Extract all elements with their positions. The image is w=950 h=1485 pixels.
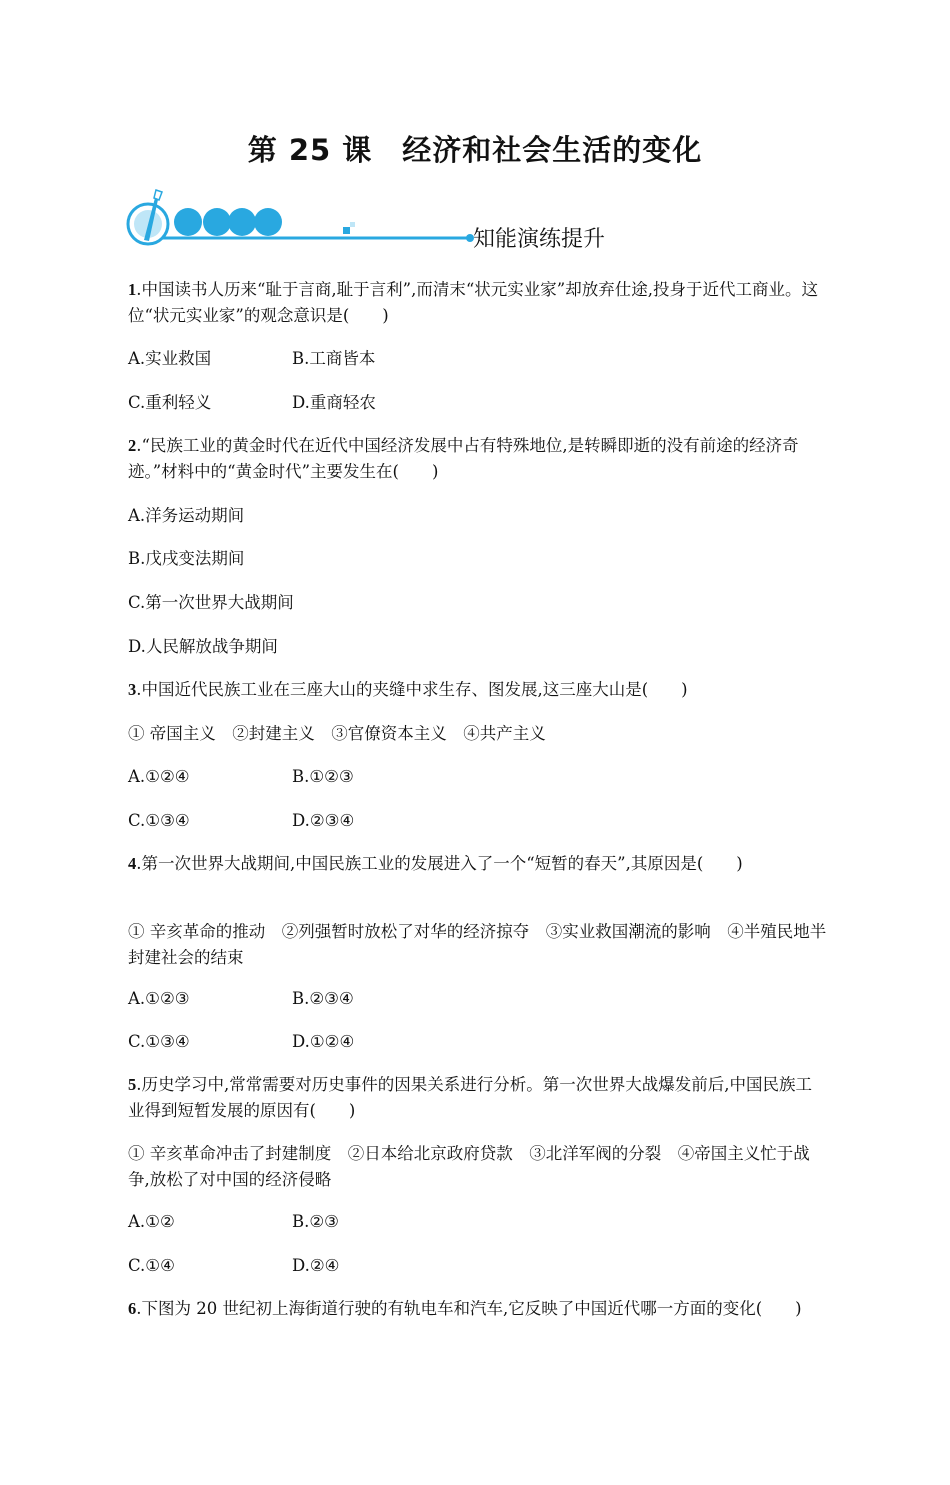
question-text: .中国读书人历来“耻于言商,耻于言利”,而清末“状元实业家”却放弃仕途,投身于近代工商业。这位“状元实业家”的观念意识是( ) bbox=[128, 280, 818, 325]
question-number: 4 bbox=[128, 854, 137, 873]
option-d: D.①②④ bbox=[292, 1032, 355, 1051]
question-text: .下图为 20 世纪初上海街道行驶的有轨电车和汽车,它反映了中国近代哪一方面的变化( ) bbox=[136, 1299, 802, 1318]
option-a: A.洋务运动期间 bbox=[128, 506, 245, 525]
question-4 bbox=[128, 851, 828, 877]
question-1 bbox=[128, 277, 828, 329]
question-3 bbox=[128, 677, 828, 703]
option-a: A.①② bbox=[128, 1212, 175, 1231]
question-number: 3 bbox=[128, 680, 137, 699]
question-5 bbox=[128, 1072, 828, 1124]
option-d: D.②④ bbox=[292, 1256, 340, 1275]
option-b: B.②③④ bbox=[292, 989, 354, 1008]
question-2 bbox=[128, 433, 828, 485]
question-text: .第一次世界大战期间,中国民族工业的发展进入了一个“短暂的春天”,其原因是( ) bbox=[136, 854, 743, 873]
question-number: 6 bbox=[128, 1299, 137, 1318]
question-items: ① 辛亥革命的推动 ②列强暂时放松了对华的经济掠夺 ③实业救国潮流的影响 ④半殖民地半封建社会的结束 bbox=[128, 922, 827, 967]
question-text: .“民族工业的黄金时代在近代中国经济发展中占有特殊地位,是转瞬即逝的没有前途的经济奇迹。”材料中的“黄金时代”主要发生在( ) bbox=[128, 436, 799, 481]
question-items: ① 辛亥革命冲击了封建制度 ②日本给北京政府贷款 ③北洋军阀的分裂 ④帝国主义忙于战争,放松了对中国的经济侵略 bbox=[128, 1144, 810, 1189]
option-c: C.①④ bbox=[128, 1256, 175, 1275]
question-items: ① 帝国主义 ②封建主义 ③官僚资本主义 ④共产主义 bbox=[128, 724, 546, 743]
option-a: A.①②④ bbox=[128, 767, 190, 786]
section-label: 知能演练提升 bbox=[473, 227, 606, 252]
question-text: .历史学习中,常常需要对历史事件的因果关系进行分析。第一次世界大战爆发前后,中国民族工业得到短暂发展的原因有( ) bbox=[128, 1075, 812, 1120]
option-c: C.①③④ bbox=[128, 1032, 190, 1051]
option-b: B.②③ bbox=[292, 1212, 339, 1231]
option-a: A.实业救国 bbox=[128, 349, 212, 368]
option-a: A.①②③ bbox=[128, 989, 190, 1008]
question-number: 1 bbox=[128, 280, 137, 299]
option-d: D.②③④ bbox=[292, 811, 355, 830]
question-number: 5 bbox=[128, 1075, 137, 1094]
option-c: C.第一次世界大战期间 bbox=[128, 593, 294, 612]
question-number: 2 bbox=[128, 436, 137, 455]
option-c: C.①③④ bbox=[128, 811, 190, 830]
option-b: B.①②③ bbox=[292, 767, 354, 786]
option-b: B.工商皆本 bbox=[292, 349, 376, 368]
option-b: B.戊戌变法期间 bbox=[128, 549, 245, 568]
option-c: C.重利轻义 bbox=[128, 393, 212, 412]
option-d: D.重商轻农 bbox=[292, 393, 376, 412]
question-text: .中国近代民族工业在三座大山的夹缝中求生存、图发展,这三座大山是( ) bbox=[136, 680, 688, 699]
question-6 bbox=[128, 1296, 828, 1322]
option-d: D.人民解放战争期间 bbox=[128, 637, 278, 656]
page-title: 第 25 课 经济和社会生活的变化 bbox=[247, 133, 703, 167]
